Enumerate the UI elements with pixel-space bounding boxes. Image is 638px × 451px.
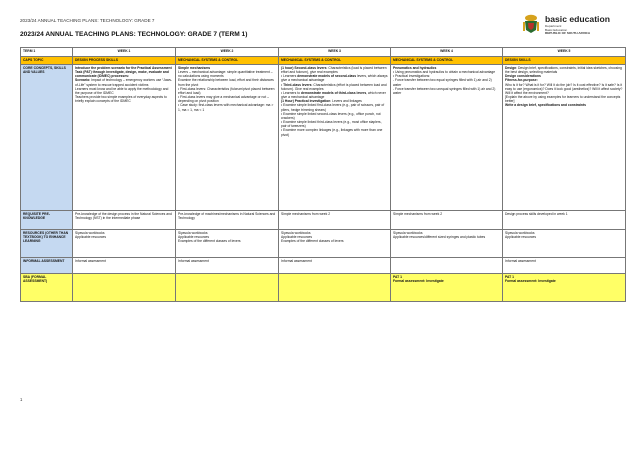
week-3-para-1: [281, 66, 388, 74]
brand-line-3: REPUBLIC OF SOUTH AFRICA: [545, 31, 591, 35]
week-1-scenario: [75, 78, 173, 86]
week-5-para-6: Write a design brief, specifications and constraints: [505, 103, 586, 108]
prereq-week-5: Design process skills developed in week 1: [503, 211, 626, 230]
resource-item: Applicable resources: [178, 235, 210, 240]
caps-topic-week-2: MECHANICAL SYSTEMS & CONTROL: [176, 57, 279, 65]
week-5-para-4: Who is it for? What is it for? Will it do the job? Is it cost effective? Is it safe? Is it easy to use (ergonomics)? Does it look good (aesthetics)? Will it affect society? Will it affect the environment?: [505, 82, 623, 95]
informal-week-5: Informal assessment: [503, 258, 626, 274]
para-4-tail: , which never give a mechanical advantage: [281, 90, 386, 100]
investigation-text: : Levers and linkages: [330, 99, 362, 104]
design-heading: Design: [505, 66, 517, 70]
second-class-text: : Characteristics (load is placed between effort and fulcrum), give real examples: [281, 66, 387, 75]
week-5-para-5: [Explain the above by using examples for learners to understand the concepts better]: [505, 95, 621, 104]
week-1-para-2: Learners must know and be able to apply the methodology and the purpose of the IDMEC: [75, 86, 169, 95]
week-2-para-4: • First-class levers may give a mechanical advantage or not – depending on pivot position: [178, 95, 269, 104]
sba-task: PAT 1: [505, 275, 514, 279]
week-2-para-2: Examine the relationship between load, effort and their distances from the pivot: [178, 78, 274, 87]
column-header-week-3: WEEK 3: [279, 48, 391, 57]
design-text: : Design brief, specifications, constraints, initial idea sketches, choosing the best design, selecting materials: [505, 66, 622, 75]
week-3-para-6: • Examine simple linked first-class levers (e.g., pair of scissors, pair of pliers, hedge trimming shears): [281, 103, 385, 112]
caps-topic-week-4: MECHANICAL SYSTEMS & CONTROL: [391, 57, 503, 65]
para-2-lead: • Learners: [281, 74, 298, 79]
core-week-1: [73, 65, 176, 211]
row-label-prerequisite: REQUISITE PRE-KNOWLEDGE: [21, 211, 73, 230]
coat-of-arms-icon: [520, 13, 542, 35]
resource-item: Siyavula workbooks: [75, 231, 105, 235]
resource-item: Applicable resources: [505, 235, 537, 240]
week-3-para-2: [281, 74, 388, 82]
sba-week-2: [176, 274, 279, 302]
caps-topic-week-5: DESIGN SKILLS: [503, 57, 626, 65]
running-header: 2023/24 ANNUAL TEACHING PLANS: TECHNOLOGY: GRADE 7: [20, 18, 155, 23]
scenario-text: Impact of technology – emergency workers use “Jaws-of-Life” system to rescue trapped accident victims: [75, 78, 173, 87]
resources-week-5: [503, 230, 626, 258]
resource-item: Examples of the different classes of levers: [178, 239, 241, 244]
core-week-5: [503, 65, 626, 211]
column-header-week-5: WEEK 5: [503, 48, 626, 57]
caps-topic-row: [21, 57, 626, 65]
week-4-para-1: • Using pneumatics and hydraulics to obtain a mechanical advantage: [393, 70, 496, 75]
sba-row: [21, 274, 626, 302]
prerequisite-row: [21, 211, 626, 230]
week-2-para-5: • Case study: first-class levers with mechanical advantage: ma > 1, ma = 1, ma < 1: [178, 103, 274, 112]
sba-week-1: [73, 274, 176, 302]
second-class-heading: (1 hour) Second-class levers: [281, 66, 327, 70]
sba-week-4: [391, 274, 503, 302]
core-week-4: [391, 65, 503, 211]
informal-week-3: Informal assessment: [279, 258, 391, 274]
informal-week-4: [391, 258, 503, 274]
column-header-week-1: WEEK 1: [73, 48, 176, 57]
resources-week-1: [73, 230, 176, 258]
resources-week-4: [391, 230, 503, 258]
sba-detail: Formal assessment: Investigate: [505, 279, 556, 284]
column-header-week-4: WEEK 4: [391, 48, 503, 57]
resource-item: Applicable resources: [75, 235, 107, 240]
row-label-core-concepts: CORE CONCEPTS, SKILLS AND VALUES: [21, 65, 73, 211]
investigation-heading: (1 Hour) Practical investigation: [281, 99, 331, 104]
week-1-heading: Introduce the problem scenario for the Practical Assessment Task (PAT) through investigate, design, make, evaluate and communicate (IDMEC) processes:: [75, 66, 172, 79]
resource-item: Siyavula workbooks: [178, 231, 208, 235]
week-4-para-3: - Force transfer between two equal syringes filled with 1) air and 2) water: [393, 78, 492, 87]
resource-item: Siyavula workbooks: [281, 231, 311, 235]
brand-name: basic education: [545, 14, 610, 24]
week-4-para-2: • Practical investigations:: [393, 74, 431, 79]
resource-item: Examples of the different classes of levers: [281, 239, 344, 244]
week-3-para-4: [281, 91, 388, 99]
prereq-week-4: Simple mechanisms from week 2: [391, 211, 503, 230]
week-2-para-1: Levers – mechanical advantage: simple quantitative treatment – no calculations using moments: [178, 70, 273, 79]
resource-item: Siyavula workbooks: [393, 231, 423, 235]
row-label-sba: SBA (FORMAL ASSESSMENT): [21, 274, 73, 302]
resource-item: Siyavula workbooks: [505, 231, 535, 235]
third-class-heading: • Third-class levers: [281, 82, 312, 87]
core-week-2: [176, 65, 279, 211]
third-class-text: : Characteristics (effort is placed between load and fulcrum). Give real examples: [281, 82, 387, 91]
week-5-para-1: [505, 66, 623, 74]
week-3-para-3: [281, 83, 388, 91]
para-4-bold: demonstrate models of third-class levers: [300, 90, 367, 95]
column-header-week-2: WEEK 2: [176, 48, 279, 57]
informal-assessment-row: [21, 258, 626, 274]
sba-detail: Formal assessment: Investigate: [393, 279, 444, 284]
row-label-informal: INFORMAL ASSESSMENT: [21, 258, 73, 274]
resources-row: [21, 230, 626, 258]
week-2-para-3: • First-class levers: Characteristics (fulcrum/pivot placed between effort and load): [178, 86, 275, 95]
resources-week-3: [279, 230, 391, 258]
dbe-logo: [520, 13, 620, 35]
sba-week-5: [503, 274, 626, 302]
para-4-lead: • Learners to: [281, 90, 301, 95]
prereq-week-2: Pre-knowledge of machines/mechanisms in Natural Sciences and Technology: [176, 211, 279, 230]
table-header-row: [21, 48, 626, 57]
prereq-week-1: Pre-knowledge of the design process in the Natural Sciences and Technology (NST) in the intermediate phase: [73, 211, 176, 230]
resources-week-2: [176, 230, 279, 258]
week-3-para-9: • Examine more complex linkages (e.g., linkages with more than one pivot): [281, 128, 383, 137]
para-2-tail: levers, which always give a mechanical advantage: [281, 74, 388, 83]
teaching-plan-table: [20, 47, 626, 302]
week-3-para-8: • Examine simple linked third-class levers (e.g., most office staplers, pair of tweezers): [281, 120, 382, 129]
para-2-bold: demonstrate models of second-class: [297, 74, 357, 79]
sba-task: PAT 1: [393, 275, 402, 279]
brand-line-2: Basic Education: [545, 27, 568, 32]
week-5-para-3: Fitness-for-purpose:: [505, 78, 538, 83]
row-label-caps-topic: CAPS TOPIC: [21, 57, 73, 65]
caps-topic-week-1: DESIGN PROCESS SKILLS: [73, 57, 176, 65]
week-3-para-7: • Examine simple linked second-class levers (e.g., office punch, nut crackers): [281, 111, 381, 120]
resource-item: Applicable resources/different sized syringes and plastic tubes: [393, 235, 486, 240]
week-4-para-4: - Force transfer between two unequal syringes filled with 1) air and 2) water: [393, 86, 496, 95]
page-number: 1: [20, 397, 23, 402]
row-label-resources: RESOURCES (OTHER THAN TEXTBOOK) TO ENHANCE LEARNING: [21, 230, 73, 258]
informal-week-2: Informal assessment: [176, 258, 279, 274]
week-4-heading: Pneumatics and hydraulics: [393, 66, 437, 70]
column-header-term: TERM 1: [21, 48, 73, 57]
prereq-week-3: Simple mechanisms from week 2: [279, 211, 391, 230]
caps-topic-week-3: MECHANICAL SYSTEMS & CONTROL: [279, 57, 391, 65]
week-2-heading: Simple mechanisms: [178, 66, 211, 70]
brand-line-1: Department:: [545, 24, 563, 28]
week-1-para-3: Teachers provide two simple examples of everyday aspects to briefly explain concepts of the IDMEC: [75, 95, 167, 104]
scenario-label: Scenario:: [75, 78, 91, 83]
resource-item: Applicable resources: [281, 235, 313, 240]
week-5-para-2: Design considerations: [505, 74, 541, 79]
document-title: 2023/24 ANNUAL TEACHING PLANS: TECHNOLOGY: GRADE 7 (TERM 1): [20, 31, 248, 38]
core-week-3: [279, 65, 391, 211]
sba-week-3: [279, 274, 391, 302]
core-concepts-row: [21, 65, 626, 211]
informal-week-1: Informal assessment: [73, 258, 176, 274]
